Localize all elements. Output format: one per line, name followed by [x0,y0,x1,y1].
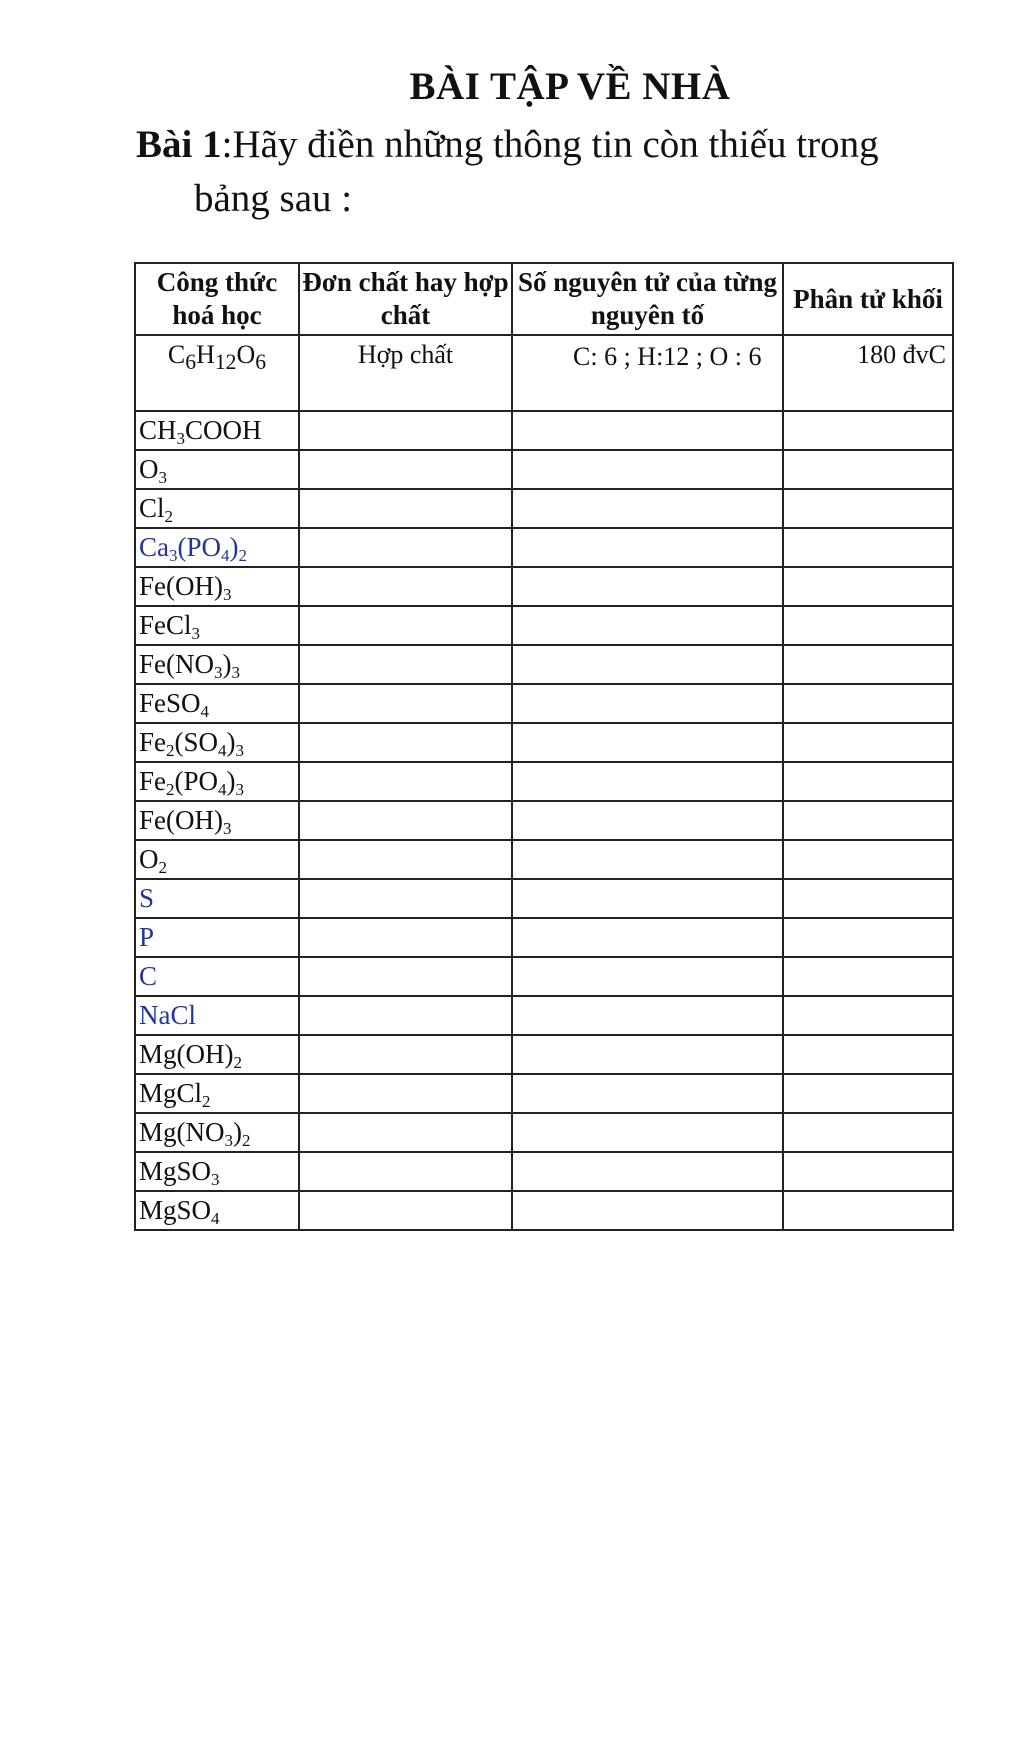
substance-type-cell[interactable] [299,489,512,528]
molecular-mass-cell[interactable] [783,762,953,801]
table-header-row [135,263,953,335]
atom-counts-cell[interactable] [512,567,783,606]
atom-counts-cell[interactable] [512,1074,783,1113]
substance-type-cell[interactable] [299,567,512,606]
atom-counts-cell[interactable] [512,723,783,762]
molecular-mass-cell[interactable] [783,528,953,567]
substance-type-cell[interactable] [299,684,512,723]
formula-cell: C [135,957,299,996]
molecular-mass-cell[interactable] [783,1074,953,1113]
substance-type-cell[interactable] [299,762,512,801]
formula-cell: S [135,879,299,918]
molecular-mass-cell[interactable] [783,606,953,645]
table-row [135,801,953,840]
formula-cell: $Ca_3(PO_4)_2$ [135,528,299,567]
substance-type-cell[interactable] [299,1191,512,1230]
molecular-mass-cell[interactable] [783,411,953,450]
molecular-mass-cell[interactable] [783,450,953,489]
molecular-mass-cell[interactable] [783,1035,953,1074]
formula-cell: MgCl$_2$ [135,1074,299,1113]
molecular-mass-cell[interactable] [783,723,953,762]
atom-counts-cell[interactable] [512,957,783,996]
atom-counts-cell[interactable] [512,801,783,840]
exercise-table [134,262,954,1231]
table-row [135,645,953,684]
atom-counts-cell[interactable] [512,1035,783,1074]
table-row [135,606,953,645]
molecular-mass-cell[interactable] [783,645,953,684]
formula-cell: $Mg(NO_3)_2$ [135,1113,299,1152]
header-molecular-mass: Phân tử khối [783,263,953,335]
formula-cell: P [135,918,299,957]
table-row [135,1035,953,1074]
table-row [135,879,953,918]
formula-cell: $Fe_2(SO_4)_3$ [135,723,299,762]
atom-counts-cell[interactable] [512,762,783,801]
table-row [135,1113,953,1152]
molecular-mass-cell[interactable] [783,801,953,840]
formula-cell: MgSO$_4$ [135,1191,299,1230]
atom-counts-cell[interactable] [512,645,783,684]
formula-cell: $Fe(OH)_3$ [135,567,299,606]
instruction-text-line2: bảng sau : [194,177,353,220]
molecular-mass-cell[interactable] [783,1113,953,1152]
substance-type-cell[interactable] [299,645,512,684]
formula-cell: NaCl [135,996,299,1035]
formula-cell: $Cl_2$ [135,489,299,528]
formula-cell: $Fe(NO_3)_3$ [135,645,299,684]
formula-cell: $Mg(OH)_2$ [135,1035,299,1074]
substance-type-cell[interactable] [299,723,512,762]
molecular-mass-cell[interactable] [783,840,953,879]
header-atom-counts: Số nguyên tử của từng nguyên tố [512,263,783,335]
substance-type-cell[interactable] [299,528,512,567]
atom-counts-cell[interactable] [512,606,783,645]
substance-type-cell[interactable] [299,879,512,918]
formula-cell: MgSO$_3$ [135,1152,299,1191]
substance-type-cell[interactable] [299,957,512,996]
substance-type-cell[interactable] [299,840,512,879]
table-row [135,723,953,762]
exercise-label: Bài 1 [136,123,222,166]
substance-type-cell[interactable] [299,606,512,645]
substance-type-cell[interactable] [299,1152,512,1191]
table-row [135,411,953,450]
table-row [135,840,953,879]
table-row [135,450,953,489]
table-row [135,996,953,1035]
example-molecular-mass: 180 đvC [783,335,953,411]
molecular-mass-cell[interactable] [783,918,953,957]
example-formula: $C_6H_{12}O_6$ [135,335,299,411]
formula-cell: $O_3$ [135,450,299,489]
substance-type-cell[interactable] [299,411,512,450]
formula-cell: FeCl$_3$ [135,606,299,645]
atom-counts-cell[interactable] [512,1191,783,1230]
formula-cell: $O_2$ [135,840,299,879]
substance-type-cell[interactable] [299,1113,512,1152]
table-row [135,1152,953,1191]
molecular-mass-cell[interactable] [783,996,953,1035]
table-row [135,528,953,567]
table-row [135,762,953,801]
formula-cell: $CH_3COOH$ [135,411,299,450]
atom-counts-cell[interactable] [512,996,783,1035]
molecular-mass-cell[interactable] [783,1191,953,1230]
substance-type-cell[interactable] [299,801,512,840]
table-row [135,1074,953,1113]
substance-type-cell[interactable] [299,450,512,489]
substance-type-cell[interactable] [299,1074,512,1113]
atom-counts-cell[interactable] [512,684,783,723]
table-row [135,1191,953,1230]
substance-type-cell[interactable] [299,1035,512,1074]
substance-type-cell[interactable] [299,996,512,1035]
atom-counts-cell[interactable] [512,1113,783,1152]
molecular-mass-cell[interactable] [783,684,953,723]
table-row [135,957,953,996]
table-row [135,489,953,528]
exercise-instruction [136,118,1016,226]
atom-counts-cell[interactable] [512,879,783,918]
molecular-mass-cell[interactable] [783,489,953,528]
atom-counts-cell[interactable] [512,1152,783,1191]
atom-counts-cell[interactable] [512,489,783,528]
example-atom-counts: C: 6 ; H:12 ; O : 6 [512,335,783,411]
header-substance-type: Đơn chất hay hợp chất [299,263,512,335]
example-substance-type: Hợp chất [299,335,512,411]
table-row [135,918,953,957]
page-title: BÀI TẬP VỀ NHÀ [409,65,731,108]
molecular-mass-cell[interactable] [783,567,953,606]
header-formula: Công thức hoá học [135,263,299,335]
molecular-mass-cell[interactable] [783,879,953,918]
molecular-mass-cell[interactable] [783,957,953,996]
formula-cell: $Fe_2(PO_4)_3$ [135,762,299,801]
example-row [135,335,953,411]
atom-counts-cell[interactable] [512,840,783,879]
atom-counts-cell[interactable] [512,528,783,567]
atom-counts-cell[interactable] [512,411,783,450]
formula-cell: $Fe(OH)_3$ [135,801,299,840]
instruction-text-line1: :Hãy điền những thông tin còn thiếu trong [221,123,879,166]
table-row [135,567,953,606]
table-row [135,684,953,723]
atom-counts-cell[interactable] [512,918,783,957]
substance-type-cell[interactable] [299,918,512,957]
molecular-mass-cell[interactable] [783,1152,953,1191]
atom-counts-cell[interactable] [512,450,783,489]
formula-cell: FeSO$_4$ [135,684,299,723]
